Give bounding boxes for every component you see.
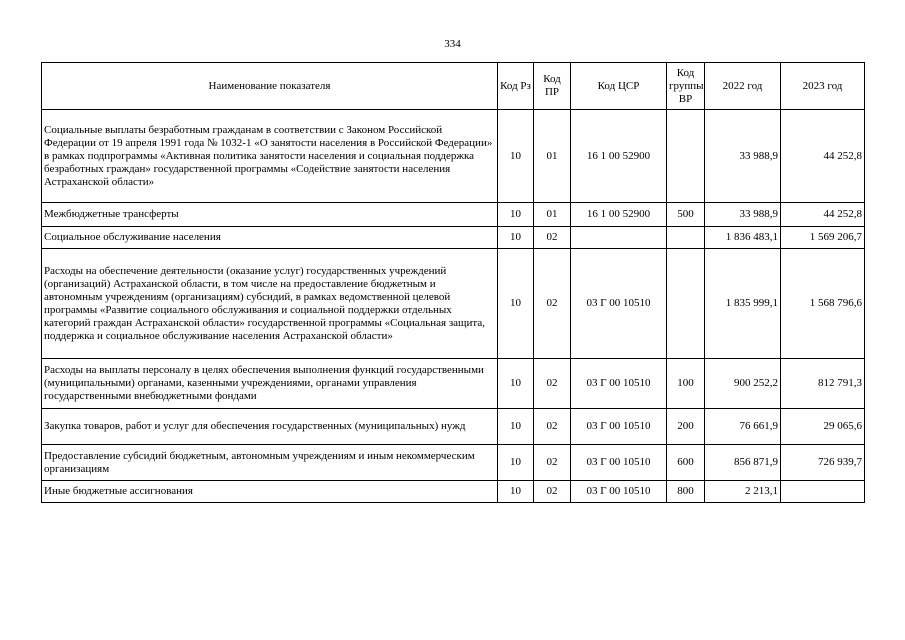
row-2022: 33 988,9 xyxy=(705,203,781,227)
row-2023: 812 791,3 xyxy=(781,359,865,409)
page-number: 334 xyxy=(444,38,461,50)
row-name: Расходы на выплаты персоналу в целях обеспечения выполнения функций государственными (муниципальными) органами, казенными учреждениями, органами управления государственными внебюджетными фондами xyxy=(42,359,498,409)
row-2022: 1 836 483,1 xyxy=(705,227,781,249)
row-pr: 02 xyxy=(534,409,571,445)
row-name: Социальные выплаты безработным гражданам в соответствии с Законом Российской Федерации от 19 апреля 1991 года № 1032-1 «О занятости населения в Российской Федерации» в рамках подпрограммы «Активная политика занятости населения и социальная поддержка безработных граждан» государственной программы «Содействие занятости населения Астраханской области» xyxy=(42,110,498,203)
row-2023: 1 568 796,6 xyxy=(781,249,865,359)
row-name: Социальное обслуживание населения xyxy=(42,227,498,249)
row-vr: 600 xyxy=(667,445,705,481)
row-2022: 856 871,9 xyxy=(705,445,781,481)
row-csr: 03 Г 00 10510 xyxy=(571,249,667,359)
row-csr: 16 1 00 52900 xyxy=(571,110,667,203)
row-vr: 100 xyxy=(667,359,705,409)
row-2023: 726 939,7 xyxy=(781,445,865,481)
header-csr: Код ЦСР xyxy=(571,63,667,110)
row-vr: 800 xyxy=(667,481,705,503)
row-2022: 900 252,2 xyxy=(705,359,781,409)
header-name: Наименование показателя xyxy=(42,63,498,110)
row-vr xyxy=(667,227,705,249)
row-csr: 03 Г 00 10510 xyxy=(571,359,667,409)
row-vr xyxy=(667,110,705,203)
row-name: Расходы на обеспечение деятельности (оказание услуг) государственных учреждений (организаций) Астраханской области, в том числе на предоставление бюджетным и автономным учреждениям (организациям) субсидий, в рамках ведомственной целевой программы «Развитие социального обслуживания и социальной поддержки отдельных категорий граждан Астраханской области» государственной программы «Социальная защита, поддержка и социальное обслуживание населения Астраханской области» xyxy=(42,249,498,359)
table-row xyxy=(42,445,865,481)
row-rz: 10 xyxy=(498,445,534,481)
header-vr: Код группы ВР xyxy=(667,63,705,110)
row-pr: 02 xyxy=(534,359,571,409)
budget-table xyxy=(41,62,865,503)
row-csr: 03 Г 00 10510 xyxy=(571,409,667,445)
row-csr: 03 Г 00 10510 xyxy=(571,445,667,481)
row-csr: 03 Г 00 10510 xyxy=(571,481,667,503)
header-pr: Код ПР xyxy=(534,63,571,110)
row-pr: 02 xyxy=(534,227,571,249)
table-row xyxy=(42,203,865,227)
row-rz: 10 xyxy=(498,409,534,445)
row-rz: 10 xyxy=(498,227,534,249)
row-vr: 500 xyxy=(667,203,705,227)
table-row xyxy=(42,227,865,249)
table-row xyxy=(42,359,865,409)
row-2023 xyxy=(781,481,865,503)
table-row xyxy=(42,110,865,203)
header-2023: 2023 год xyxy=(781,63,865,110)
row-csr xyxy=(571,227,667,249)
row-name: Иные бюджетные ассигнования xyxy=(42,481,498,503)
row-2023: 44 252,8 xyxy=(781,110,865,203)
row-rz: 10 xyxy=(498,359,534,409)
row-csr: 16 1 00 52900 xyxy=(571,203,667,227)
row-pr: 01 xyxy=(534,110,571,203)
row-name: Межбюджетные трансферты xyxy=(42,203,498,227)
row-vr xyxy=(667,249,705,359)
row-pr: 02 xyxy=(534,481,571,503)
table-row xyxy=(42,249,865,359)
header-rz: Код Рз xyxy=(498,63,534,110)
table-row xyxy=(42,409,865,445)
row-2022: 76 661,9 xyxy=(705,409,781,445)
row-pr: 02 xyxy=(534,249,571,359)
row-rz: 10 xyxy=(498,110,534,203)
row-2022: 33 988,9 xyxy=(705,110,781,203)
row-2023: 44 252,8 xyxy=(781,203,865,227)
row-2023: 29 065,6 xyxy=(781,409,865,445)
row-name: Закупка товаров, работ и услуг для обеспечения государственных (муниципальных) нужд xyxy=(42,409,498,445)
row-name: Предоставление субсидий бюджетным, автономным учреждениям и иным некоммерческим организациям xyxy=(42,445,498,481)
row-rz: 10 xyxy=(498,203,534,227)
row-pr: 02 xyxy=(534,445,571,481)
table-row xyxy=(42,481,865,503)
row-pr: 01 xyxy=(534,203,571,227)
row-2022: 2 213,1 xyxy=(705,481,781,503)
table-header-row xyxy=(42,63,865,110)
row-rz: 10 xyxy=(498,481,534,503)
row-vr: 200 xyxy=(667,409,705,445)
row-2022: 1 835 999,1 xyxy=(705,249,781,359)
header-2022: 2022 год xyxy=(705,63,781,110)
row-2023: 1 569 206,7 xyxy=(781,227,865,249)
row-rz: 10 xyxy=(498,249,534,359)
